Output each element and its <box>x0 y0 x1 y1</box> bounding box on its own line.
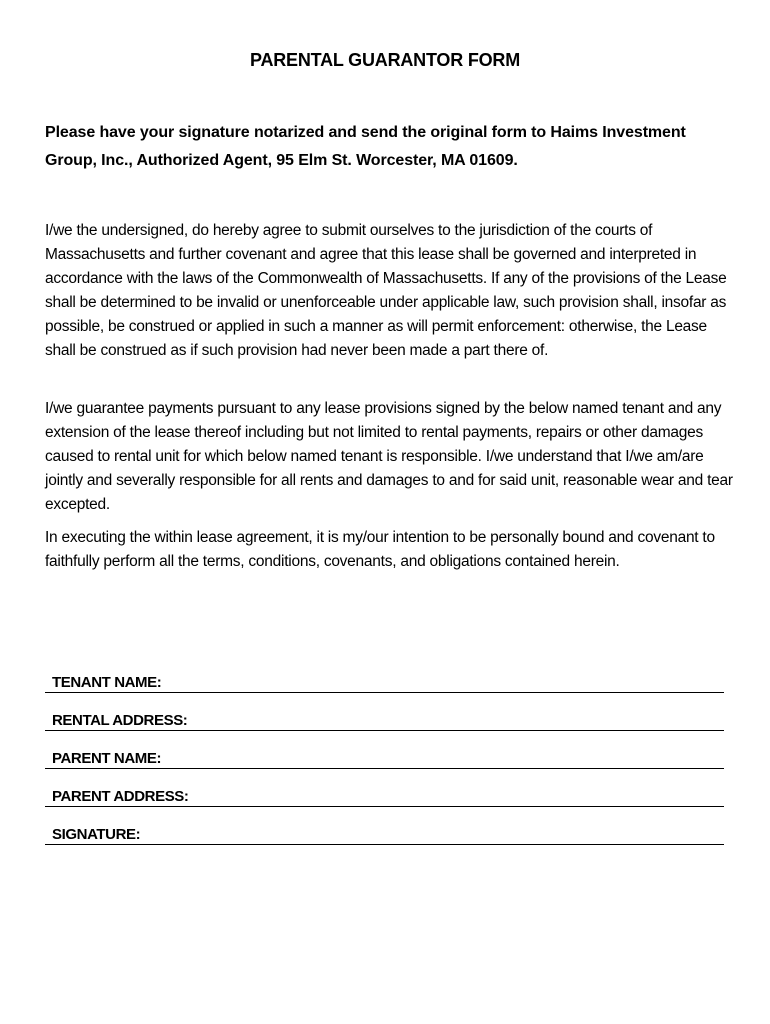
signature-row <box>45 807 724 845</box>
rental-address-field[interactable] <box>205 709 724 729</box>
parent-address-row <box>45 769 724 807</box>
intention-paragraph: In executing the within lease agreement, it is my/our intention to be personally bound and covenant to faithfully perform all the terms, conditions, covenants, and obligations contained herein. <box>45 529 715 570</box>
jurisdiction-paragraph: I/we the undersigned, do hereby agree to submit ourselves to the jurisdiction of the courts of Massachusetts and further covenant and agree that this lease shall be governed and interpreted in accordance with the laws of the Commonwealth of Massachusetts. If any of the provisions of the Lease shall be determined to be invalid or unenforceable under applicable law, such provision shall, insofar as possible, be construed or applied in such a manner as will permit enforcement: otherwise, the Lease shall be construed as if such provision had never been made a part there of. <box>45 222 727 359</box>
rental-address-label: RENTAL ADDRESS: <box>52 712 188 729</box>
notarization-notice: Please have your signature notarized and send the original form to Haims Investment Group, Inc., Authorized Agent, 95 Elm St. Worcester, MA 01609. <box>45 124 686 169</box>
page-title: PARENTAL GUARANTOR FORM <box>249 50 521 70</box>
parent-address-field[interactable] <box>205 785 724 805</box>
signature-label: SIGNATURE: <box>52 826 141 843</box>
tenant-name-label: TENANT NAME: <box>52 674 162 691</box>
tenant-name-row <box>45 655 724 693</box>
signature-field[interactable] <box>205 823 724 843</box>
parent-address-label: PARENT ADDRESS: <box>52 788 189 805</box>
guarantor-fields <box>45 655 724 845</box>
parent-name-label: PARENT NAME: <box>52 750 162 767</box>
parent-name-field[interactable] <box>205 747 724 767</box>
tenant-name-field[interactable] <box>205 671 724 691</box>
parent-name-row <box>45 731 724 769</box>
rental-address-row <box>45 693 724 731</box>
guarantee-paragraph: I/we guarantee payments pursuant to any lease provisions signed by the below named tenant and any extension of the lease thereof including but not limited to rental payments, repairs or other damages caused to rental unit for which below named tenant is responsible. I/we understand that I/we am/are jointly and severally responsible for all rents and damages to and for said unit, reasonable wear and tear excepted. <box>45 400 733 513</box>
